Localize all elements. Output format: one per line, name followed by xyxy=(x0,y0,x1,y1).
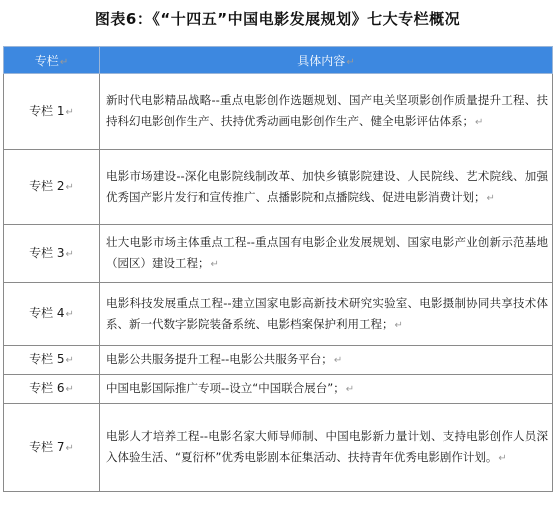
column-name: 专栏 7↵ xyxy=(4,404,100,492)
figure-title: 图表6：《“十四五”中国电影发展规划》七大专栏概况 xyxy=(94,10,461,28)
column-name: 专栏 1↵ xyxy=(4,74,100,150)
columns-table xyxy=(3,46,553,492)
column-name: 专栏 5↵ xyxy=(4,346,100,375)
column-content: 壮大电影市场主体重点工程--重点国有电影企业发展规划、国家电影产业创新示范基地（园区）建设工程；↵ xyxy=(100,225,553,283)
column-content: 电影人才培养工程--电影名家大师导师制、中国电影新力量计划、支持电影创作人员深入体验生活、“夏衍杯”优秀电影剧本征集活动、扶持青年优秀电影剧作计划。↵ xyxy=(100,404,553,492)
table-row xyxy=(4,150,553,225)
table-row xyxy=(4,74,553,150)
column-content: 电影科技发展重点工程--建立国家电影高新技术研究实验室、电影摄制协同共享技术体系、新一代数字影院装备系统、电影档案保护利用工程；↵ xyxy=(100,283,553,346)
column-name: 专栏 2↵ xyxy=(4,150,100,225)
column-name: 专栏 4↵ xyxy=(4,283,100,346)
column-name: 专栏 6↵ xyxy=(4,375,100,404)
table-row xyxy=(4,283,553,346)
column-content: 中国电影国际推广专项--设立“中国联合展台”；↵ xyxy=(100,375,553,404)
column-name: 专栏 3↵ xyxy=(4,225,100,283)
table-row xyxy=(4,404,553,492)
column-content: 电影市场建设--深化电影院线制改革、加快乡镇影院建设、人民院线、艺术院线、加强优秀国产影片发行和宣传推广、点播影院和点播院线、促进电影消费计划；↵ xyxy=(100,150,553,225)
header-content: 具体内容↵ xyxy=(100,47,553,74)
table-row xyxy=(4,375,553,404)
column-content: 新时代电影精品战略--重点电影创作选题规划、国产电关坚项影创作质量提升工程、扶持科幻电影创作生产、扶持优秀动画电影创作生产、健全电影评估体系；↵ xyxy=(100,74,553,150)
column-content: 电影公共服务提升工程--电影公共服务平台；↵ xyxy=(100,346,553,375)
table-row xyxy=(4,346,553,375)
table-row xyxy=(4,225,553,283)
table-header-row xyxy=(4,47,553,74)
header-column: 专栏↵ xyxy=(4,47,100,74)
